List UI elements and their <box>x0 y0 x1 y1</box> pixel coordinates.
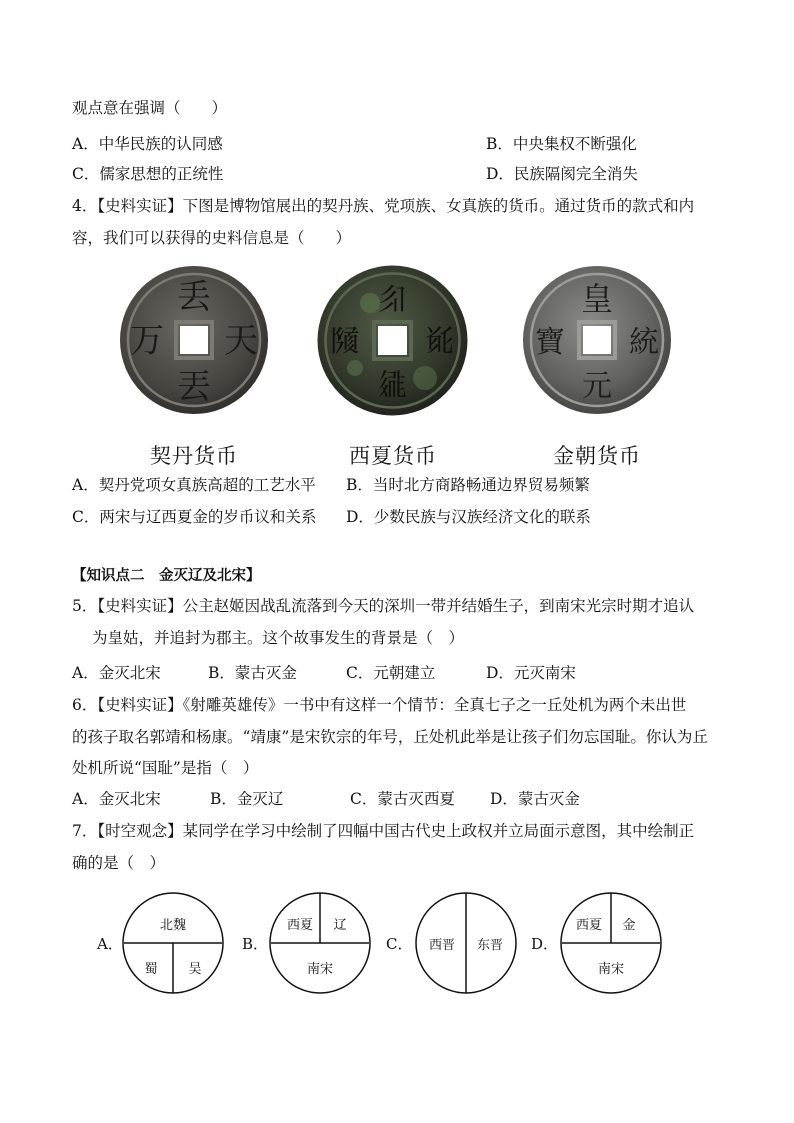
diagram-d-label-right: 金 <box>622 918 636 933</box>
diagram-d-label-left: 西夏 <box>575 918 603 933</box>
q6-option-c: C．蒙古灭西夏 <box>350 790 455 808</box>
q3-stem-tail: 观点意在强调（ ） <box>72 99 228 117</box>
western-xia-coin-image <box>315 263 470 418</box>
diagram-c <box>414 891 518 995</box>
q3-option-b: B．中央集权不断强化 <box>486 135 637 153</box>
q4-stem-line1: 4．【史料实证】下图是博物馆展出的契丹族、党项族、女真族的货币。通过货币的款式和内 <box>72 197 695 215</box>
section-heading: 【知识点二 金灭辽及北宋】 <box>72 568 261 584</box>
q5-option-b: B．蒙古灭金 <box>208 664 297 682</box>
q5-stem-line2: 为皇姑，并追封为郡主。这个故事发生的背景是（ ） <box>92 629 465 647</box>
diagram-a-label-right: 吴 <box>188 962 202 977</box>
q6-stem-line1: 6．【史料实证】《射雕英雄传》一书中有这样一个情节：全真七子之一丘处机为两个未出世 <box>72 696 687 714</box>
coin-char: 万 <box>130 321 164 361</box>
q5-option-d: D．元灭南宋 <box>486 664 576 682</box>
coin-char: 𗂧 <box>330 324 360 359</box>
jin-coin-caption: 金朝货币 <box>553 444 641 468</box>
diagram-b-label-right: 辽 <box>333 918 347 933</box>
q4-option-b: B．当时北方商路畅通边界贸易频繁 <box>346 476 590 494</box>
q6-option-b: B．金灭辽 <box>210 790 284 808</box>
coin-char: 𗧓 <box>377 368 408 403</box>
q5-option-a: A．金灭北宋 <box>72 664 161 682</box>
q3-option-d: D．民族隔阂完全消失 <box>486 165 638 183</box>
q4-option-c: C．两宋与辽西夏金的岁币议和关系 <box>72 508 317 526</box>
diagram-c-label-right: 东晋 <box>476 938 504 953</box>
q4-option-a: A．契丹党项女真族高超的工艺水平 <box>72 476 316 494</box>
coin-char: 丟 <box>177 367 211 407</box>
q4-stem-line2: 容，我们可以获得的史料信息是（ ） <box>72 229 352 247</box>
q7-stem-line1: 7．【时空观念】某同学在学习中绘制了四幅中国古代史上政权并立局面示意图，其中绘制正 <box>72 822 695 840</box>
western-xia-coin-caption: 西夏货币 <box>349 444 437 468</box>
coin-char: 統 <box>629 325 659 360</box>
q7-stem-line2: 确的是（ ） <box>72 854 166 872</box>
diagram-c-label-left: 西晋 <box>428 938 456 953</box>
diagram-d-label-bottom: 南宋 <box>597 962 625 977</box>
diagram-b-label-left: 西夏 <box>286 918 314 933</box>
diagram-b <box>268 891 372 995</box>
diagram-a-label-left: 蜀 <box>144 962 158 977</box>
khitan-coin-image <box>118 264 270 416</box>
q6-option-d: D．蒙古灭金 <box>490 790 580 808</box>
diagram-a <box>121 891 225 995</box>
q3-option-a: A．中华民族的认同感 <box>72 135 223 153</box>
coin-char: 元 <box>582 369 612 404</box>
diagram-b-letter: B． <box>242 935 269 953</box>
coin-char: 皇 <box>580 280 614 318</box>
diagram-a-letter: A． <box>97 935 123 953</box>
diagram-c-letter: C． <box>386 935 413 953</box>
q6-stem-line3: 处机所说“国耻”是指（ ） <box>72 759 259 777</box>
q6-option-a: A．金灭北宋 <box>72 790 161 808</box>
coin-char: 𗼃 <box>377 282 408 317</box>
q5-option-c: C．元朝建立 <box>346 664 436 682</box>
diagram-d <box>559 891 663 995</box>
diagram-b-label-bottom: 南宋 <box>306 962 334 977</box>
q3-option-c: C．儒家思想的正统性 <box>72 165 224 183</box>
diagram-d-letter: D． <box>531 935 559 953</box>
coin-char: 寶 <box>535 325 565 360</box>
q5-stem-line1: 5．【史料实证】公主赵姬因战乱流落到今天的深圳一带并结婚生子，到南宋光宗时期才追认 <box>72 597 695 615</box>
khitan-coin-caption: 契丹货币 <box>150 444 238 468</box>
q6-stem-line2: 的孩子取名郭靖和杨康。“靖康”是宋钦宗的年号，丘处机此举是让孩子们勿忘国耻。你认为丘 <box>72 728 708 746</box>
jin-coin-image <box>521 264 673 416</box>
coin-char: 丢 <box>177 277 211 317</box>
diagram-a-label-top: 北魏 <box>159 918 187 933</box>
q4-option-d: D．少数民族与汉族经济文化的联系 <box>346 508 591 526</box>
coin-char: 天 <box>224 321 258 361</box>
coin-char: 𘍞 <box>425 324 455 359</box>
